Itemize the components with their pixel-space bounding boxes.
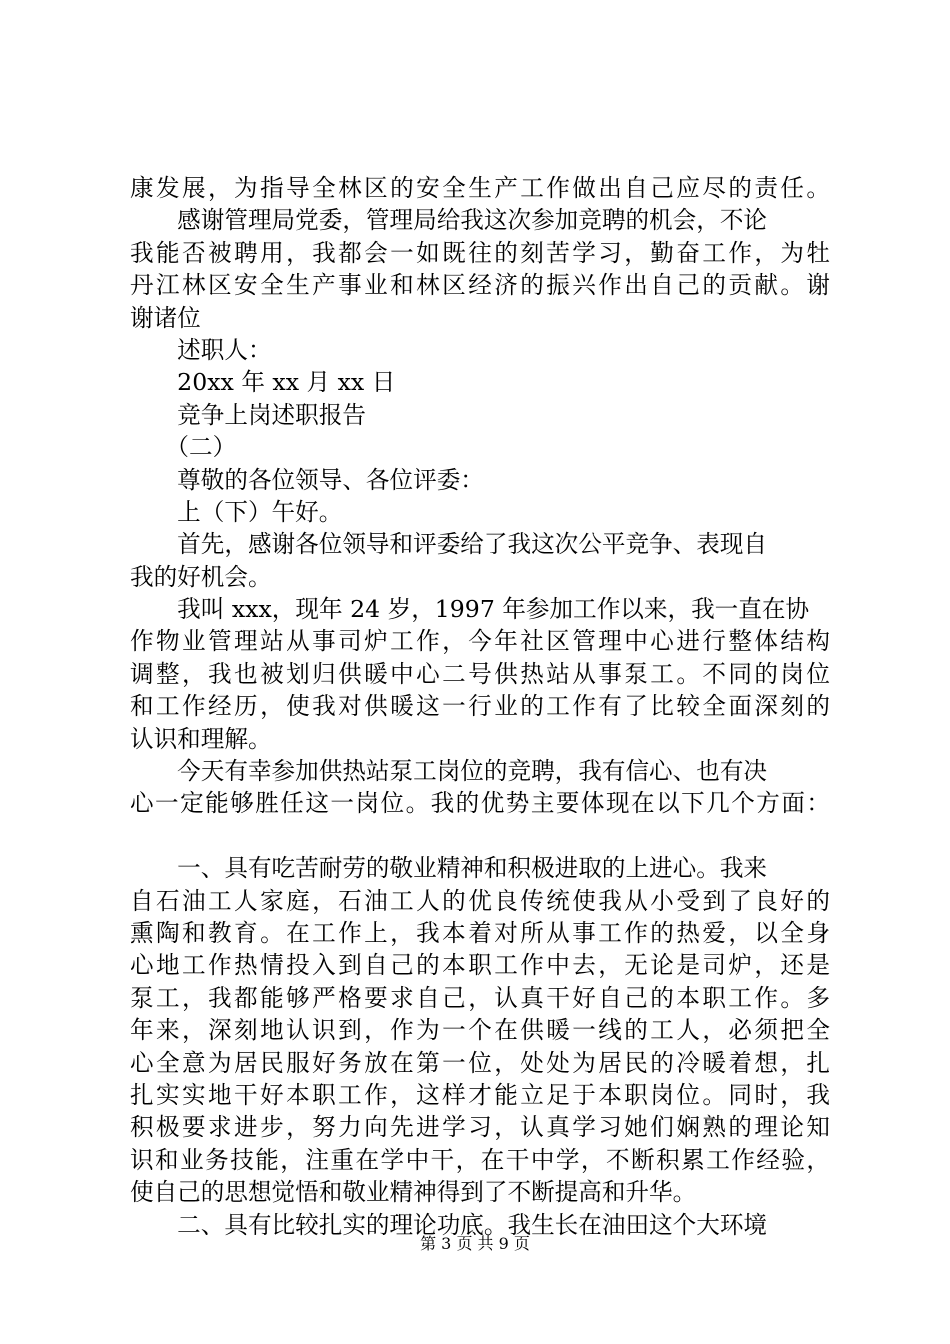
text-line: 竞争上岗述职报告 <box>130 400 366 429</box>
text-line: 积极要求进步，努力向先进学习，认真学习她们娴熟的理论知 <box>130 1113 830 1142</box>
text-line: 丹江林区安全生产事业和林区经济的振兴作出自己的贡献。谢 <box>130 271 830 300</box>
text-line: 认识和理解。 <box>130 724 272 753</box>
text-line: 心全意为居民服好务放在第一位，处处为居民的冷暖着想，扎 <box>130 1048 830 1077</box>
text-line: 首先，感谢各位领导和评委给了我这次公平竞争、表现自 <box>130 530 768 559</box>
text-line: 感谢管理局党委，管理局给我这次参加竞聘的机会，不论 <box>130 206 768 235</box>
text-line: 扎实实地干好本职工作，这样才能立足于本职岗位。同时，我 <box>130 1080 830 1109</box>
text-line: 二、具有比较扎实的理论功底。我生长在油田这个大环境 <box>130 1210 768 1239</box>
text-line: 心一定能够胜任这一岗位。我的优势主要体现在以下几个方面： <box>130 789 830 818</box>
text-line: 我叫 xxx，现年 24 岁，1997 年参加工作以来，我一直在协 <box>130 595 810 624</box>
text-line: 识和业务技能，注重在学中干，在干中学，不断积累工作经验， <box>130 1145 830 1174</box>
document-body <box>130 172 830 1241</box>
blank-line <box>130 820 830 852</box>
text-line: 泵工，我都能够严格要求自己，认真干好自己的本职工作。多 <box>130 983 830 1012</box>
text-line: 20xx 年 xx 月 xx 日 <box>130 368 396 397</box>
text-line: 调整，我也被划归供暖中心二号供热站从事泵工。不同的岗位 <box>130 659 830 688</box>
text-line: （二） <box>130 433 237 462</box>
text-line: 熏陶和教育。在工作上，我本着对所从事工作的热爱，以全身 <box>130 918 830 947</box>
text-line: 尊敬的各位领导、各位评委： <box>130 465 484 494</box>
text-line: 谢诸位 <box>130 303 201 332</box>
text-line: 一、具有吃苦耐劳的敬业精神和积极进取的上进心。我来 <box>130 854 768 883</box>
text-line: 自石油工人家庭，石油工人的优良传统使我从小受到了良好的 <box>130 886 830 915</box>
text-line: 我能否被聘用，我都会一如既往的刻苦学习，勤奋工作，为牡 <box>130 238 830 267</box>
text-line: 今天有幸参加供热站泵工岗位的竞聘，我有信心、也有决 <box>130 757 768 786</box>
text-line: 心地工作热情投入到自己的本职工作中去，无论是司炉，还是 <box>130 951 830 980</box>
text-line: 作物业管理站从事司炉工作，今年社区管理中心进行整体结构 <box>130 627 830 656</box>
text-line: 我的好机会。 <box>130 562 272 591</box>
text-line: 述职人： <box>130 335 272 364</box>
text-line: 使自己的思想觉悟和敬业精神得到了不断提高和升华。 <box>130 1178 697 1207</box>
text-line: 年来，深刻地认识到，作为一个在供暖一线的工人，必须把全 <box>130 1016 830 1045</box>
text-line: 上（下）午好。 <box>130 497 343 526</box>
text-line: 康发展，为指导全林区的安全生产工作做出自己应尽的责任。 <box>130 174 830 202</box>
text-line: 和工作经历，使我对供暖这一行业的工作有了比较全面深刻的 <box>130 692 830 721</box>
page-number-footer: 第 3 页 共 9 页 <box>420 1234 530 1253</box>
